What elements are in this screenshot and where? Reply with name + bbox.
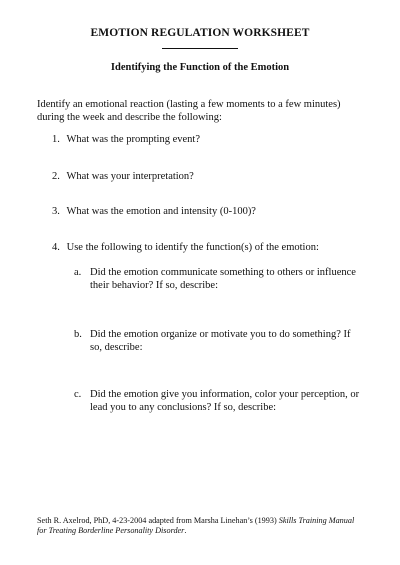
page-subtitle: Identifying the Function of the Emotion: [110, 62, 290, 73]
subquestion-a: [74, 267, 374, 292]
instructions-line-1: Identify an emotional reaction (lasting a few moments to a few minutes): [37, 99, 341, 110]
subquestion-line-2: their behavior? If so, describe:: [90, 279, 218, 291]
subquestion-letter: a.: [74, 267, 82, 278]
citation-period: .: [184, 526, 187, 535]
subquestion-line-2: so, describe:: [90, 341, 143, 353]
citation-author: Seth R. Axelrod, PhD, 4-23-2004 adapted from Marsha Linehan’s (1993): [37, 516, 279, 525]
question-number: 4.: [52, 242, 60, 253]
question-1: [52, 134, 200, 147]
subquestion-c: [74, 389, 374, 414]
citation-line-2: [37, 526, 367, 536]
citation-footer: [37, 516, 367, 536]
citation-line-1: [37, 516, 367, 526]
subquestion-b: [74, 329, 374, 354]
question-text: What was the emotion and intensity (0-100)?: [66, 206, 256, 217]
question-text: What was the prompting event?: [66, 134, 200, 145]
subquestion-line-1: Did the emotion organize or motivate you to do something? If: [90, 329, 351, 340]
question-3: [52, 206, 256, 219]
subquestion-line-1: Did the emotion give you information, color your perception, or: [90, 389, 360, 400]
subquestion-letter: c.: [74, 389, 82, 400]
question-text: Use the following to identify the function(s) of the emotion:: [66, 242, 319, 253]
citation-book-title: Skills Training Manual: [278, 516, 355, 525]
question-2: [52, 171, 194, 184]
subquestion-line-1: Did the emotion communicate something to others or influence: [90, 267, 356, 278]
question-number: 2.: [52, 171, 60, 182]
subquestion-letter: b.: [74, 329, 82, 340]
question-text: What was your interpretation?: [66, 171, 194, 182]
citation-book-title-cont: for Treating Borderline Personality Disorder: [37, 526, 185, 535]
subquestion-line-2: lead you to any conclusions? If so, describe:: [90, 401, 277, 413]
instructions: [37, 99, 367, 124]
question-number: 1.: [52, 134, 60, 145]
page-title: EMOTION REGULATION WORKSHEET: [90, 27, 310, 39]
question-number: 3.: [52, 206, 60, 217]
title-underline: [162, 48, 238, 49]
instructions-line-2: during the week and describe the following:: [37, 111, 222, 123]
question-4: [52, 242, 319, 255]
